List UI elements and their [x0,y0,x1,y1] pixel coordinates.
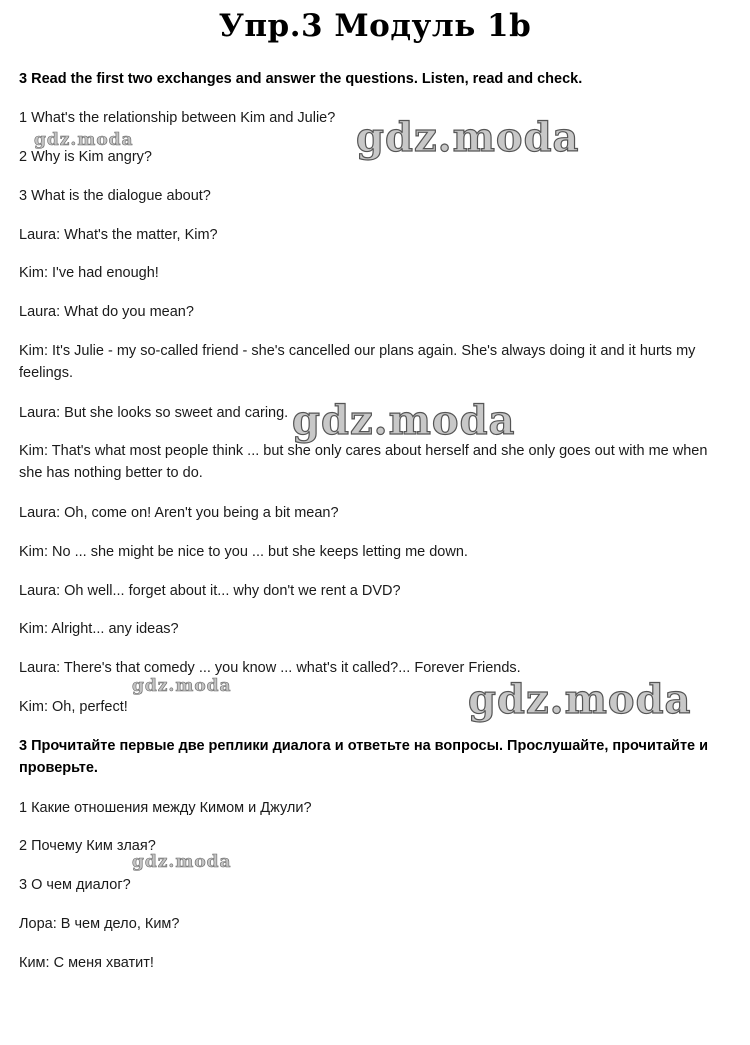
page-title: Упр.3 Модуль 1b [218,8,532,44]
dialogue-line: Kim: It's Julie - my so-called friend - she's cancelled our plans again. She's always doing it and it hurts my feelings. [19,343,696,381]
dialogue-line: Laura: But she looks so sweet and caring. [19,405,289,421]
question-2: 2 Why is Kim angry? [19,149,152,165]
dialogue-line: Kim: I've had enough! [19,265,159,281]
watermark: gdz.moda [34,130,134,150]
dialogue-line-ru: Ким: С меня хватит! [19,955,154,971]
watermark: gdz.moda [132,852,232,872]
watermark: gdz.moda [468,676,692,723]
watermark: gdz.moda [356,114,580,161]
question-2-ru: 2 Почему Ким злая? [19,838,156,854]
watermark: gdz.moda [292,397,516,444]
question-3: 3 What is the dialogue about? [19,188,211,204]
question-1-ru: 1 Какие отношения между Кимом и Джули? [19,800,312,816]
watermark: gdz.moda [132,676,232,696]
dialogue-line: Kim: That's what most people think ... but she only cares about herself and she only goes out with me when she has nothing better to do. [19,443,708,481]
task-heading-english: 3 Read the first two exchanges and answer the questions. Listen, read and check. [19,71,583,87]
dialogue-line: Laura: Oh, come on! Aren't you being a bit mean? [19,505,339,521]
dialogue-line-ru: Лора: В чем дело, Ким? [19,916,180,932]
dialogue-line: Kim: Oh, perfect! [19,699,128,715]
dialogue-line: Laura: Oh well... forget about it... why don't we rent a DVD? [19,583,401,599]
question-1: 1 What's the relationship between Kim and Julie? [19,110,336,126]
dialogue-line: Kim: No ... she might be nice to you ... but she keeps letting me down. [19,544,468,560]
dialogue-line: Laura: What do you mean? [19,304,194,320]
dialogue-line: Laura: There's that comedy ... you know ... what's it called?... Forever Friends. [19,660,521,676]
task-heading-russian: 3 Прочитайте первые две реплики диалога и ответьте на вопросы. Прослушайте, прочитайте и проверьте. [19,738,709,776]
dialogue-line: Kim: Alright... any ideas? [19,621,179,637]
dialogue-line: Laura: What's the matter, Kim? [19,227,218,243]
question-3-ru: 3 О чем диалог? [19,877,131,893]
